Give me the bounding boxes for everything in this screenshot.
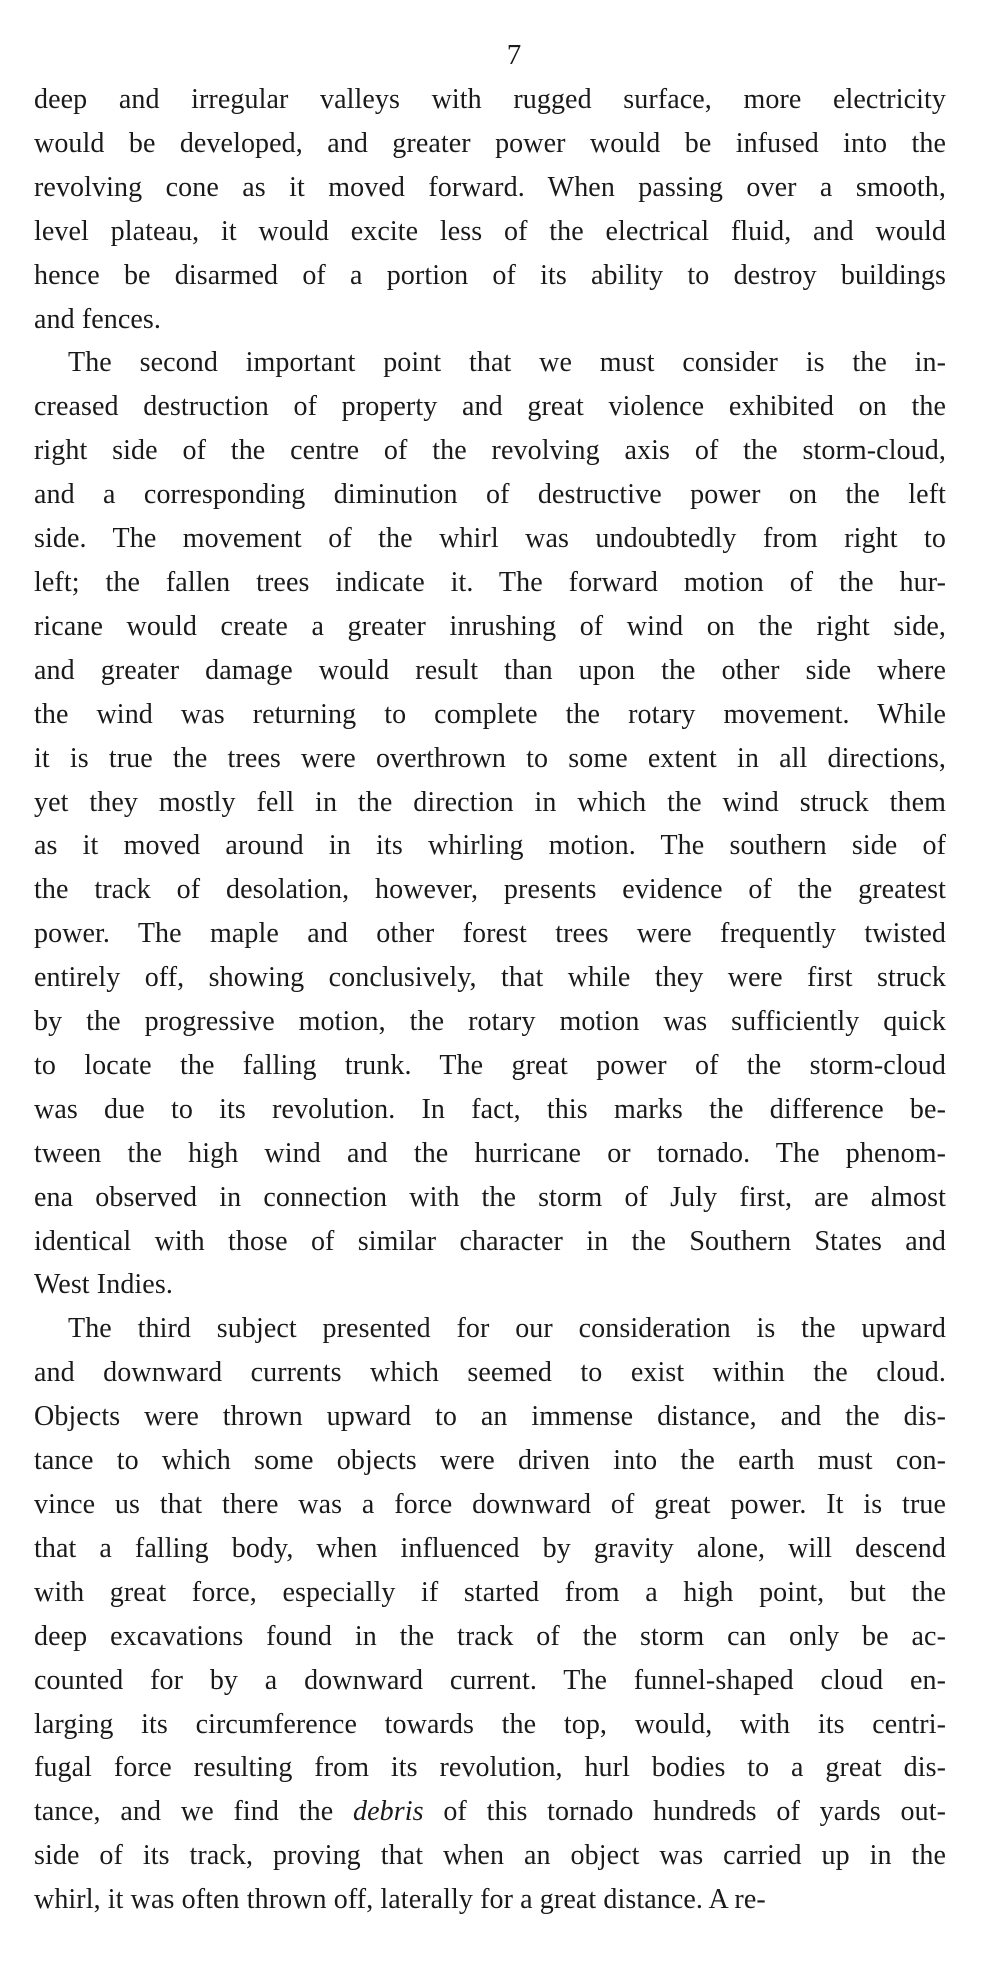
text-line: ena observed in connection with the storm of July first, are almost	[34, 1181, 946, 1213]
text-line: tween the high wind and the hurricane or tornado. The phenom-	[34, 1137, 946, 1169]
text-line: it is true the trees were overthrown to some extent in all directions,	[34, 742, 946, 774]
text-line: larging its circumference towards the top, would, with its centri-	[34, 1708, 946, 1740]
text-line: deep excavations found in the track of the storm can only be ac-	[34, 1620, 946, 1652]
text-line: identical with those of similar character in the Southern States and	[34, 1225, 946, 1257]
text-line: West Indies.	[34, 1269, 173, 1301]
text-line: side. The movement of the whirl was undoubtedly from right to	[34, 523, 946, 555]
text-line: to locate the falling trunk. The great power of the storm-cloud	[34, 1049, 946, 1081]
text-line: would be developed, and greater power would be infused into the	[34, 127, 946, 159]
italic-term: debris	[352, 1796, 424, 1828]
text-line: by the progressive motion, the rotary motion was sufficiently quick	[34, 1006, 946, 1038]
text-line: tance to which some objects were driven into the earth must con-	[34, 1445, 946, 1477]
text-line: power. The maple and other forest trees were frequently twisted	[34, 918, 946, 950]
text-line: entirely off, showing conclusively, that while they were first struck	[34, 962, 946, 994]
text-line: yet they mostly fell in the direction in which the wind struck them	[34, 786, 946, 818]
text-line: the track of desolation, however, presents evidence of the greatest	[34, 874, 946, 906]
text-line: and fences.	[34, 303, 162, 335]
text-line: counted for by a downward current. The funnel-shaped cloud en-	[34, 1664, 946, 1696]
paragraph	[34, 341, 946, 1307]
paragraph	[34, 1307, 946, 1922]
text-line: creased destruction of property and great violence exhibited on the	[34, 391, 946, 423]
text-line: as it moved around in its whirling motion. The southern side of	[34, 830, 946, 862]
text-line: Objects were thrown upward to an immense distance, and the dis-	[34, 1401, 946, 1433]
text-line: level plateau, it would excite less of the electrical fluid, and would	[34, 215, 946, 247]
text-line: fugal force resulting from its revolution, hurl bodies to a great dis-	[34, 1752, 946, 1784]
text-line: whirl, it was often thrown off, laterally for a great distance. A re-	[34, 1884, 766, 1916]
text-line: right side of the centre of the revolving axis of the storm-cloud,	[34, 435, 946, 467]
text-line: hence be disarmed of a portion of its ability to destroy buildings	[34, 259, 946, 291]
text-line: revolving cone as it moved forward. When passing over a smooth,	[34, 171, 946, 203]
text-line: tance, and we find the debris of this tornado hundreds of yards out-	[34, 1796, 947, 1828]
text-line: was due to its revolution. In fact, this marks the difference be-	[34, 1093, 946, 1125]
text-line: left; the fallen trees indicate it. The forward motion of the hur-	[34, 566, 946, 598]
paragraph	[34, 78, 946, 341]
document-page	[34, 0, 946, 1922]
text-line: The third subject presented for our consideration is the upward	[68, 1313, 946, 1345]
body-text	[34, 78, 946, 1922]
text-line: with great force, especially if started from a high point, but the	[34, 1576, 946, 1608]
page-number: 7	[506, 39, 522, 71]
text-line: The second important point that we must consider is the in-	[68, 347, 946, 379]
text-line: and a corresponding diminution of destructive power on the left	[34, 479, 946, 511]
text-line: deep and irregular valleys with rugged surface, more electricity	[34, 84, 946, 115]
text-line: the wind was returning to complete the rotary movement. While	[34, 698, 946, 730]
text-line: and greater damage would result than upon the other side where	[34, 654, 946, 686]
text-line: and downward currents which seemed to exist within the cloud.	[34, 1357, 946, 1389]
text-line: side of its track, proving that when an object was carried up in the	[34, 1840, 946, 1872]
text-line: that a falling body, when influenced by gravity alone, will descend	[34, 1532, 946, 1564]
text-line: vince us that there was a force downward of great power. It is true	[34, 1489, 946, 1520]
text-line: ricane would create a greater inrushing of wind on the right side,	[34, 610, 946, 642]
